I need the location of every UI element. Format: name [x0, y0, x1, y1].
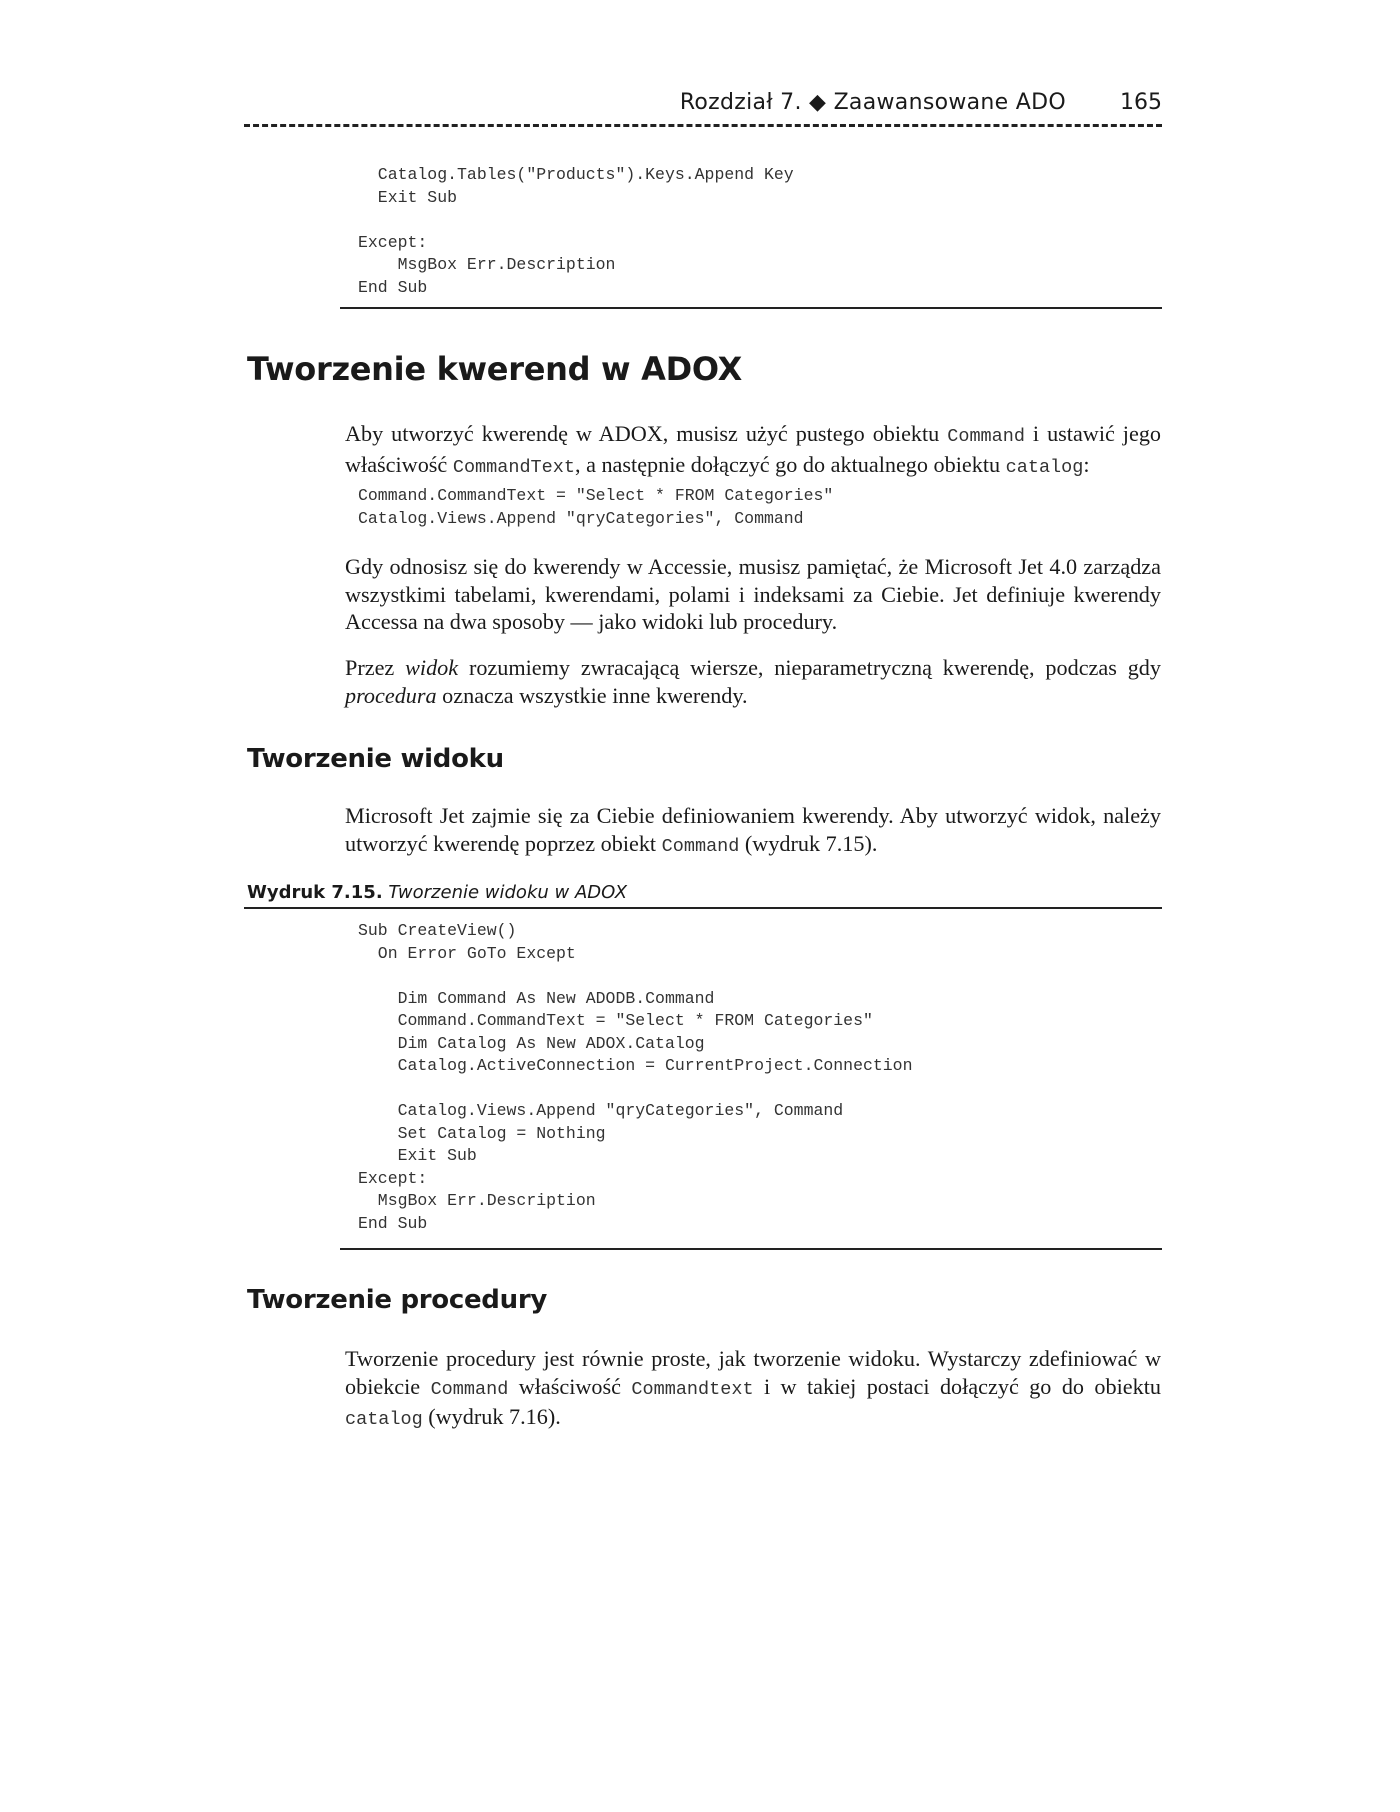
header-rule: [244, 124, 1162, 127]
inline-code: Command: [947, 426, 1025, 447]
listing-bottom-rule: [340, 1248, 1162, 1250]
section-heading-view: Tworzenie widoku: [247, 744, 504, 774]
text-run: i ustawić jego właściwość: [345, 421, 1162, 477]
inline-code: Command: [661, 835, 740, 857]
code-block-top: [358, 164, 794, 299]
listing-caption: [247, 882, 627, 903]
code-lines: Sub CreateView() On Error GoTo Except Dim Command As New ADODB.Command Command.CommandText = "Select * FROM Categories" Dim Catalog As New ADOX.Catalog Catalog.ActiveConnection = CurrentProject.Connection Catalog.Views.Append "qryCategories", Command Set Catalog = Nothing Exit Sub Except: MsgBox Err.Description End Sub: [358, 921, 913, 1233]
inline-code: Command: [430, 1378, 509, 1400]
text-run: Aby utworzyć kwerendę w ADOX, musisz użyć pustego obiektu: [345, 421, 948, 446]
inline-code: catalog: [345, 1409, 423, 1430]
text-run: oznacza wszystkie inne kwerendy.: [436, 682, 748, 708]
text-run: Tworzenie procedury jest równie proste, jak tworzenie widoku. Wystarczy zdefiniować w obiekcie: [345, 1346, 1161, 1399]
listing-title: Tworzenie widoku w ADOX: [388, 882, 628, 903]
code-lines: Command.CommandText = "Select * FROM Categories" Catalog.Views.Append "qryCategories", Command: [358, 486, 834, 528]
section-heading-procedure: Tworzenie procedury: [247, 1285, 547, 1315]
code-block-inline: [358, 485, 833, 530]
text-run: Przez: [345, 655, 406, 680]
listing-top-rule: [244, 907, 1162, 909]
paragraph-create-procedure: [345, 1345, 1161, 1434]
text-run: (wydruk 7.16).: [422, 1404, 561, 1429]
page-number: 165: [1120, 90, 1162, 115]
running-head: Rozdział 7. ◆ Zaawansowane ADO: [679, 90, 1066, 115]
text-run: (wydruk 7.15).: [739, 830, 878, 856]
code-bottom-rule: [340, 307, 1162, 309]
inline-code: catalog: [1005, 456, 1084, 478]
paragraph-view-definition: [345, 654, 1161, 709]
paragraph-create-view: [345, 802, 1161, 860]
inline-code: Commandtext: [631, 1378, 754, 1400]
paragraph-intro: [345, 420, 1161, 481]
inline-code: CommandText: [452, 456, 575, 478]
code-listing-7-15: [358, 920, 913, 1235]
text-run: rozumiemy zwracającą wiersze, nieparametryczną kwerendę, podczas gdy: [458, 655, 1161, 680]
text-run: właściwość: [508, 1373, 632, 1399]
code-lines: Catalog.Tables("Products").Keys.Append Key Exit Sub Except: MsgBox Err.Description End Sub: [358, 165, 794, 297]
emphasis-term: widok: [405, 655, 459, 680]
paragraph-jet: Gdy odnosisz się do kwerendy w Accessie, musisz pamiętać, że Microsoft Jet 4.0 zarządza wszystkimi tabelami, kwerendami, polami i indeksami za Ciebie. Jet definiuje kwerendy Accessa na dwa sposoby — jako widoki lub procedury.: [345, 554, 1161, 634]
section-heading-queries: Tworzenie kwerend w ADOX: [247, 350, 742, 388]
emphasis-term: procedura: [345, 682, 437, 708]
text-run: i w takiej postaci dołączyć go do obiektu: [753, 1373, 1161, 1399]
text-run: , a następnie dołączyć go do aktualnego obiektu: [574, 451, 1006, 477]
text-run: :: [1083, 451, 1090, 477]
text-run: Microsoft Jet zajmie się za Ciebie definiowaniem kwerendy. Aby utworzyć widok, należy utworzyć kwerendę poprzez obiekt: [345, 803, 1161, 856]
page-header: [244, 90, 1162, 126]
listing-number: Wydruk 7.15.: [247, 882, 383, 903]
